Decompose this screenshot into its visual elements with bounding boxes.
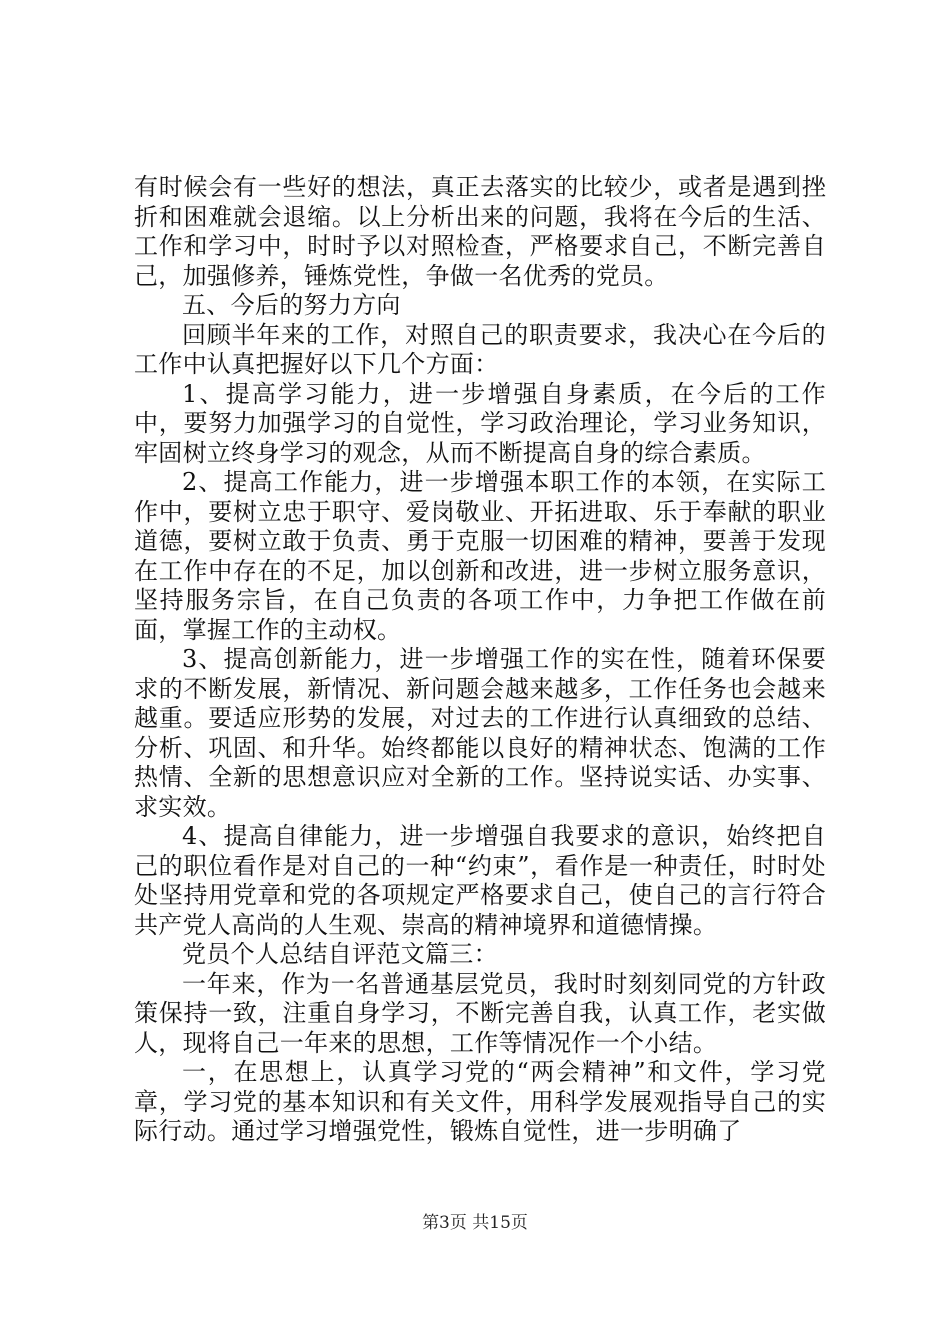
paragraph-summary-intro: 一年来，作为一名普通基层党员，我时时刻刻同党的方针政策保持一致，注重自身学习，不断完善自我，认真工作，老实做人，现将自己一年来的思想，工作等情况作一个小结。 [134,969,826,1057]
section-heading-part-three: 党员个人总结自评范文篇三： [182,940,498,968]
paragraph-item-2: 2、提高工作能力，进一步增强本职工作的本领，在实际工作中，要树立忠于职守、爱岗敬业、开拓进取、乐于奉献的职业道德，要树立敢于负责、勇于克服一切困难的精神，要善于发现在工作中存在的不足，加以创新和改进，进一步树立服务意识，坚持服务宗旨，在自己负责的各项工作中，力争把工作做在前面，掌握工作的主动权。 [134,468,826,644]
paragraph-item-1: 1、提高学习能力，进一步增强自身素质，在今后的工作中，要努力加强学习的自觉性，学习政治理论，学习业务知识，牢固树立终身学习的观念，从而不断提高自身的综合素质。 [134,379,826,467]
paragraph-thought: 一，在思想上，认真学习党的“两会精神”和文件，学习党章，学习党的基本知识和有关文件，用科学发展观指导自己的实际行动。通过学习增强党性，锻炼自觉性，进一步明确了 [134,1058,826,1145]
paragraph-review: 回顾半年来的工作，对照自己的职责要求，我决心在今后的工作中认真把握好以下几个方面： [134,320,826,378]
paragraph-item-3: 3、提高创新能力，进一步增强工作的实在性，随着环保要求的不断发展，新情况、新问题会越来越多，工作任务也会越来越重。要适应形势的发展，对过去的工作进行认真细致的总结、分析、巩固、和升华。始终都能以良好的精神状态、饱满的工作热情、全新的思想意识应对全新的工作。坚持说实话、办实事、求实效。 [134,645,826,821]
page-number-footer: 第3页 共15页 [422,1213,528,1233]
document-body [134,173,826,1147]
section-heading-future-direction: 五、今后的努力方向 [182,291,401,319]
paragraph-continuation: 有时候会有一些好的想法，真正去落实的比较少，或者是遇到挫折和困难就会退缩。以上分析出来的问题，我将在今后的生活、工作和学习中，时时予以对照检查，严格要求自己，不断完善自己，加强修养，锤炼党性，争做一名优秀的党员。 [134,173,826,290]
paragraph-item-4: 4、提高自律能力，进一步增强自我要求的意识，始终把自己的职位看作是对自己的一种“约束”，看作是一种责任，时时处处坚持用党章和党的各项规定严格要求自己，使自己的言行符合共产党人高尚的人生观、崇高的精神境界和道德情操。 [134,822,826,939]
